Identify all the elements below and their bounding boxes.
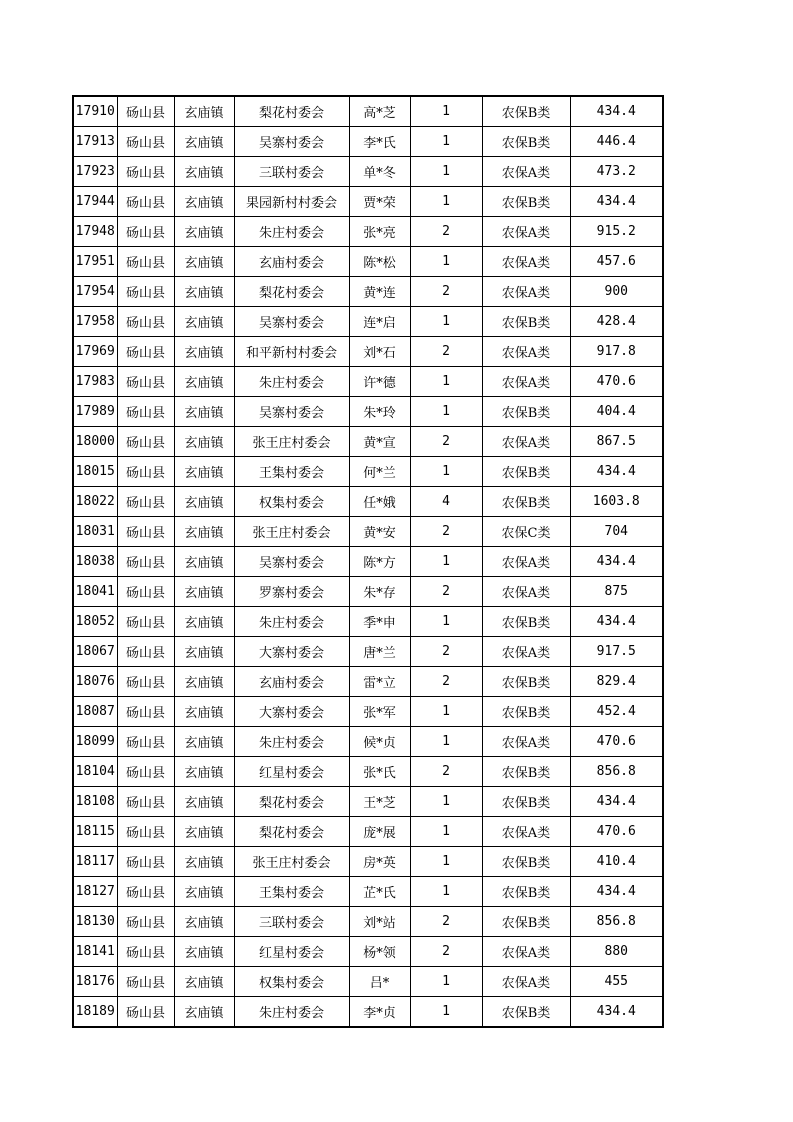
town-cell: 玄庙镇: [174, 727, 234, 757]
county-cell: 砀山县: [117, 337, 174, 367]
county-cell: 砀山县: [117, 817, 174, 847]
town-cell: 玄庙镇: [174, 997, 234, 1028]
household-count-cell: 1: [410, 877, 482, 907]
amount-cell: 446.4: [570, 127, 663, 157]
name-cell: 单*冬: [349, 157, 410, 187]
household-count-cell: 1: [410, 247, 482, 277]
record-id-cell: 18104: [73, 757, 117, 787]
table-row: [73, 367, 663, 397]
record-id-cell: 18052: [73, 607, 117, 637]
table-body: [73, 96, 663, 1027]
name-cell: 贾*荣: [349, 187, 410, 217]
table-row: [73, 307, 663, 337]
category-cell: 农保A类: [482, 217, 570, 247]
name-cell: 庞*展: [349, 817, 410, 847]
county-cell: 砀山县: [117, 907, 174, 937]
table-row: [73, 577, 663, 607]
town-cell: 玄庙镇: [174, 187, 234, 217]
record-id-cell: 18127: [73, 877, 117, 907]
table-row: [73, 247, 663, 277]
village-cell: 吴寨村委会: [234, 547, 349, 577]
town-cell: 玄庙镇: [174, 127, 234, 157]
household-count-cell: 1: [410, 967, 482, 997]
county-cell: 砀山县: [117, 937, 174, 967]
amount-cell: 434.4: [570, 787, 663, 817]
name-cell: 陈*松: [349, 247, 410, 277]
table-row: [73, 607, 663, 637]
name-cell: 张*亮: [349, 217, 410, 247]
name-cell: 王*芝: [349, 787, 410, 817]
household-count-cell: 1: [410, 817, 482, 847]
amount-cell: 829.4: [570, 667, 663, 697]
village-cell: 权集村委会: [234, 967, 349, 997]
county-cell: 砀山县: [117, 487, 174, 517]
table-row: [73, 277, 663, 307]
table-row: [73, 907, 663, 937]
category-cell: 农保A类: [482, 937, 570, 967]
record-id-cell: 18076: [73, 667, 117, 697]
name-cell: 刘*石: [349, 337, 410, 367]
town-cell: 玄庙镇: [174, 247, 234, 277]
category-cell: 农保A类: [482, 637, 570, 667]
name-cell: 李*贞: [349, 997, 410, 1028]
category-cell: 农保A类: [482, 337, 570, 367]
town-cell: 玄庙镇: [174, 307, 234, 337]
village-cell: 梨花村委会: [234, 277, 349, 307]
county-cell: 砀山县: [117, 127, 174, 157]
county-cell: 砀山县: [117, 397, 174, 427]
record-id-cell: 17989: [73, 397, 117, 427]
table-row: [73, 127, 663, 157]
village-cell: 和平新村村委会: [234, 337, 349, 367]
table-row: [73, 787, 663, 817]
village-cell: 张王庄村委会: [234, 517, 349, 547]
record-id-cell: 18000: [73, 427, 117, 457]
county-cell: 砀山县: [117, 427, 174, 457]
town-cell: 玄庙镇: [174, 937, 234, 967]
table-row: [73, 667, 663, 697]
village-cell: 吴寨村委会: [234, 307, 349, 337]
amount-cell: 457.6: [570, 247, 663, 277]
village-cell: 吴寨村委会: [234, 397, 349, 427]
table-row: [73, 337, 663, 367]
town-cell: 玄庙镇: [174, 547, 234, 577]
category-cell: 农保A类: [482, 157, 570, 187]
amount-cell: 470.6: [570, 727, 663, 757]
record-id-cell: 17983: [73, 367, 117, 397]
household-count-cell: 1: [410, 96, 482, 127]
town-cell: 玄庙镇: [174, 457, 234, 487]
category-cell: 农保A类: [482, 577, 570, 607]
name-cell: 张*氏: [349, 757, 410, 787]
record-id-cell: 17954: [73, 277, 117, 307]
village-cell: 梨花村委会: [234, 817, 349, 847]
town-cell: 玄庙镇: [174, 96, 234, 127]
county-cell: 砀山县: [117, 667, 174, 697]
record-id-cell: 18176: [73, 967, 117, 997]
name-cell: 芷*氏: [349, 877, 410, 907]
record-id-cell: 18130: [73, 907, 117, 937]
table-row: [73, 187, 663, 217]
category-cell: 农保B类: [482, 487, 570, 517]
category-cell: 农保A类: [482, 367, 570, 397]
town-cell: 玄庙镇: [174, 757, 234, 787]
county-cell: 砀山县: [117, 457, 174, 487]
village-cell: 红星村委会: [234, 937, 349, 967]
record-id-cell: 18015: [73, 457, 117, 487]
amount-cell: 900: [570, 277, 663, 307]
category-cell: 农保B类: [482, 397, 570, 427]
name-cell: 张*军: [349, 697, 410, 727]
records-table: [72, 95, 664, 1028]
county-cell: 砀山县: [117, 727, 174, 757]
village-cell: 权集村委会: [234, 487, 349, 517]
county-cell: 砀山县: [117, 187, 174, 217]
table-row: [73, 817, 663, 847]
county-cell: 砀山县: [117, 847, 174, 877]
county-cell: 砀山县: [117, 967, 174, 997]
table-row: [73, 397, 663, 427]
table-row: [73, 727, 663, 757]
category-cell: 农保C类: [482, 517, 570, 547]
record-id-cell: 18031: [73, 517, 117, 547]
category-cell: 农保A类: [482, 727, 570, 757]
record-id-cell: 18067: [73, 637, 117, 667]
name-cell: 候*贞: [349, 727, 410, 757]
amount-cell: 434.4: [570, 877, 663, 907]
table-row: [73, 427, 663, 457]
village-cell: 张王庄村委会: [234, 847, 349, 877]
name-cell: 杨*领: [349, 937, 410, 967]
town-cell: 玄庙镇: [174, 907, 234, 937]
household-count-cell: 2: [410, 517, 482, 547]
household-count-cell: 2: [410, 337, 482, 367]
record-id-cell: 18141: [73, 937, 117, 967]
amount-cell: 455: [570, 967, 663, 997]
household-count-cell: 2: [410, 427, 482, 457]
household-count-cell: 1: [410, 787, 482, 817]
name-cell: 季*申: [349, 607, 410, 637]
household-count-cell: 1: [410, 307, 482, 337]
name-cell: 连*启: [349, 307, 410, 337]
village-cell: 梨花村委会: [234, 787, 349, 817]
amount-cell: 434.4: [570, 547, 663, 577]
category-cell: 农保B类: [482, 907, 570, 937]
county-cell: 砀山县: [117, 96, 174, 127]
category-cell: 农保A类: [482, 967, 570, 997]
household-count-cell: 2: [410, 667, 482, 697]
village-cell: 梨花村委会: [234, 96, 349, 127]
record-id-cell: 17913: [73, 127, 117, 157]
record-id-cell: 17910: [73, 96, 117, 127]
town-cell: 玄庙镇: [174, 817, 234, 847]
name-cell: 何*兰: [349, 457, 410, 487]
village-cell: 朱庄村委会: [234, 367, 349, 397]
table-row: [73, 997, 663, 1028]
amount-cell: 917.8: [570, 337, 663, 367]
village-cell: 张王庄村委会: [234, 427, 349, 457]
county-cell: 砀山县: [117, 607, 174, 637]
county-cell: 砀山县: [117, 877, 174, 907]
name-cell: 黄*安: [349, 517, 410, 547]
name-cell: 黄*宣: [349, 427, 410, 457]
category-cell: 农保B类: [482, 307, 570, 337]
record-id-cell: 18087: [73, 697, 117, 727]
name-cell: 房*英: [349, 847, 410, 877]
town-cell: 玄庙镇: [174, 877, 234, 907]
household-count-cell: 1: [410, 547, 482, 577]
amount-cell: 470.6: [570, 817, 663, 847]
category-cell: 农保B类: [482, 127, 570, 157]
household-count-cell: 1: [410, 457, 482, 487]
record-id-cell: 17969: [73, 337, 117, 367]
record-id-cell: 18117: [73, 847, 117, 877]
household-count-cell: 1: [410, 397, 482, 427]
name-cell: 朱*玲: [349, 397, 410, 427]
household-count-cell: 1: [410, 127, 482, 157]
record-id-cell: 17923: [73, 157, 117, 187]
town-cell: 玄庙镇: [174, 577, 234, 607]
name-cell: 刘*站: [349, 907, 410, 937]
village-cell: 王集村委会: [234, 457, 349, 487]
category-cell: 农保B类: [482, 877, 570, 907]
name-cell: 陈*方: [349, 547, 410, 577]
name-cell: 任*娥: [349, 487, 410, 517]
town-cell: 玄庙镇: [174, 397, 234, 427]
town-cell: 玄庙镇: [174, 787, 234, 817]
county-cell: 砀山县: [117, 757, 174, 787]
village-cell: 大寨村委会: [234, 637, 349, 667]
category-cell: 农保A类: [482, 427, 570, 457]
amount-cell: 1603.8: [570, 487, 663, 517]
name-cell: 黄*连: [349, 277, 410, 307]
town-cell: 玄庙镇: [174, 607, 234, 637]
category-cell: 农保A类: [482, 817, 570, 847]
category-cell: 农保B类: [482, 697, 570, 727]
town-cell: 玄庙镇: [174, 667, 234, 697]
category-cell: 农保B类: [482, 787, 570, 817]
village-cell: 朱庄村委会: [234, 997, 349, 1028]
name-cell: 朱*存: [349, 577, 410, 607]
county-cell: 砀山县: [117, 787, 174, 817]
amount-cell: 856.8: [570, 907, 663, 937]
amount-cell: 404.4: [570, 397, 663, 427]
table-row: [73, 517, 663, 547]
record-id-cell: 18115: [73, 817, 117, 847]
record-id-cell: 17951: [73, 247, 117, 277]
record-id-cell: 18099: [73, 727, 117, 757]
county-cell: 砀山县: [117, 577, 174, 607]
amount-cell: 434.4: [570, 187, 663, 217]
name-cell: 李*氏: [349, 127, 410, 157]
record-id-cell: 17958: [73, 307, 117, 337]
category-cell: 农保B类: [482, 607, 570, 637]
village-cell: 玄庙村委会: [234, 247, 349, 277]
town-cell: 玄庙镇: [174, 277, 234, 307]
table-row: [73, 847, 663, 877]
town-cell: 玄庙镇: [174, 517, 234, 547]
household-count-cell: 1: [410, 367, 482, 397]
amount-cell: 434.4: [570, 457, 663, 487]
village-cell: 玄庙村委会: [234, 667, 349, 697]
household-count-cell: 1: [410, 607, 482, 637]
category-cell: 农保B类: [482, 757, 570, 787]
household-count-cell: 1: [410, 157, 482, 187]
name-cell: 雷*立: [349, 667, 410, 697]
household-count-cell: 1: [410, 727, 482, 757]
county-cell: 砀山县: [117, 217, 174, 247]
village-cell: 朱庄村委会: [234, 217, 349, 247]
amount-cell: 434.4: [570, 96, 663, 127]
amount-cell: 856.8: [570, 757, 663, 787]
household-count-cell: 2: [410, 637, 482, 667]
amount-cell: 704: [570, 517, 663, 547]
amount-cell: 470.6: [570, 367, 663, 397]
county-cell: 砀山县: [117, 157, 174, 187]
household-count-cell: 2: [410, 277, 482, 307]
town-cell: 玄庙镇: [174, 427, 234, 457]
town-cell: 玄庙镇: [174, 337, 234, 367]
village-cell: 果园新村村委会: [234, 187, 349, 217]
household-count-cell: 1: [410, 847, 482, 877]
table-row: [73, 96, 663, 127]
name-cell: 许*德: [349, 367, 410, 397]
household-count-cell: 1: [410, 697, 482, 727]
town-cell: 玄庙镇: [174, 967, 234, 997]
county-cell: 砀山县: [117, 517, 174, 547]
amount-cell: 917.5: [570, 637, 663, 667]
county-cell: 砀山县: [117, 247, 174, 277]
record-id-cell: 18038: [73, 547, 117, 577]
amount-cell: 875: [570, 577, 663, 607]
county-cell: 砀山县: [117, 367, 174, 397]
household-count-cell: 2: [410, 757, 482, 787]
village-cell: 大寨村委会: [234, 697, 349, 727]
name-cell: 唐*兰: [349, 637, 410, 667]
town-cell: 玄庙镇: [174, 367, 234, 397]
record-id-cell: 18189: [73, 997, 117, 1028]
amount-cell: 434.4: [570, 607, 663, 637]
table-row: [73, 967, 663, 997]
table-row: [73, 637, 663, 667]
village-cell: 红星村委会: [234, 757, 349, 787]
county-cell: 砀山县: [117, 697, 174, 727]
amount-cell: 434.4: [570, 997, 663, 1028]
table-row: [73, 757, 663, 787]
village-cell: 王集村委会: [234, 877, 349, 907]
amount-cell: 473.2: [570, 157, 663, 187]
county-cell: 砀山县: [117, 997, 174, 1028]
village-cell: 吴寨村委会: [234, 127, 349, 157]
category-cell: 农保A类: [482, 247, 570, 277]
name-cell: 吕*: [349, 967, 410, 997]
category-cell: 农保B类: [482, 997, 570, 1028]
table-row: [73, 937, 663, 967]
amount-cell: 410.4: [570, 847, 663, 877]
record-id-cell: 18022: [73, 487, 117, 517]
amount-cell: 880: [570, 937, 663, 967]
town-cell: 玄庙镇: [174, 847, 234, 877]
amount-cell: 915.2: [570, 217, 663, 247]
category-cell: 农保B类: [482, 457, 570, 487]
village-cell: 朱庄村委会: [234, 607, 349, 637]
category-cell: 农保B类: [482, 187, 570, 217]
household-count-cell: 4: [410, 487, 482, 517]
town-cell: 玄庙镇: [174, 157, 234, 187]
record-id-cell: 17944: [73, 187, 117, 217]
category-cell: 农保B类: [482, 667, 570, 697]
village-cell: 三联村委会: [234, 157, 349, 187]
table-row: [73, 457, 663, 487]
record-id-cell: 18041: [73, 577, 117, 607]
village-cell: 朱庄村委会: [234, 727, 349, 757]
household-count-cell: 1: [410, 187, 482, 217]
amount-cell: 452.4: [570, 697, 663, 727]
table-row: [73, 697, 663, 727]
category-cell: 农保A类: [482, 547, 570, 577]
county-cell: 砀山县: [117, 307, 174, 337]
category-cell: 农保B类: [482, 96, 570, 127]
household-count-cell: 2: [410, 217, 482, 247]
county-cell: 砀山县: [117, 277, 174, 307]
table-row: [73, 487, 663, 517]
county-cell: 砀山县: [117, 637, 174, 667]
village-cell: 三联村委会: [234, 907, 349, 937]
town-cell: 玄庙镇: [174, 217, 234, 247]
town-cell: 玄庙镇: [174, 637, 234, 667]
table-row: [73, 547, 663, 577]
name-cell: 高*芝: [349, 96, 410, 127]
county-cell: 砀山县: [117, 547, 174, 577]
household-count-cell: 1: [410, 997, 482, 1028]
household-count-cell: 2: [410, 937, 482, 967]
table-row: [73, 877, 663, 907]
category-cell: 农保A类: [482, 277, 570, 307]
village-cell: 罗寨村委会: [234, 577, 349, 607]
amount-cell: 867.5: [570, 427, 663, 457]
table-row: [73, 157, 663, 187]
household-count-cell: 2: [410, 577, 482, 607]
town-cell: 玄庙镇: [174, 487, 234, 517]
town-cell: 玄庙镇: [174, 697, 234, 727]
household-count-cell: 2: [410, 907, 482, 937]
record-id-cell: 18108: [73, 787, 117, 817]
table-row: [73, 217, 663, 247]
category-cell: 农保B类: [482, 847, 570, 877]
amount-cell: 428.4: [570, 307, 663, 337]
record-id-cell: 17948: [73, 217, 117, 247]
